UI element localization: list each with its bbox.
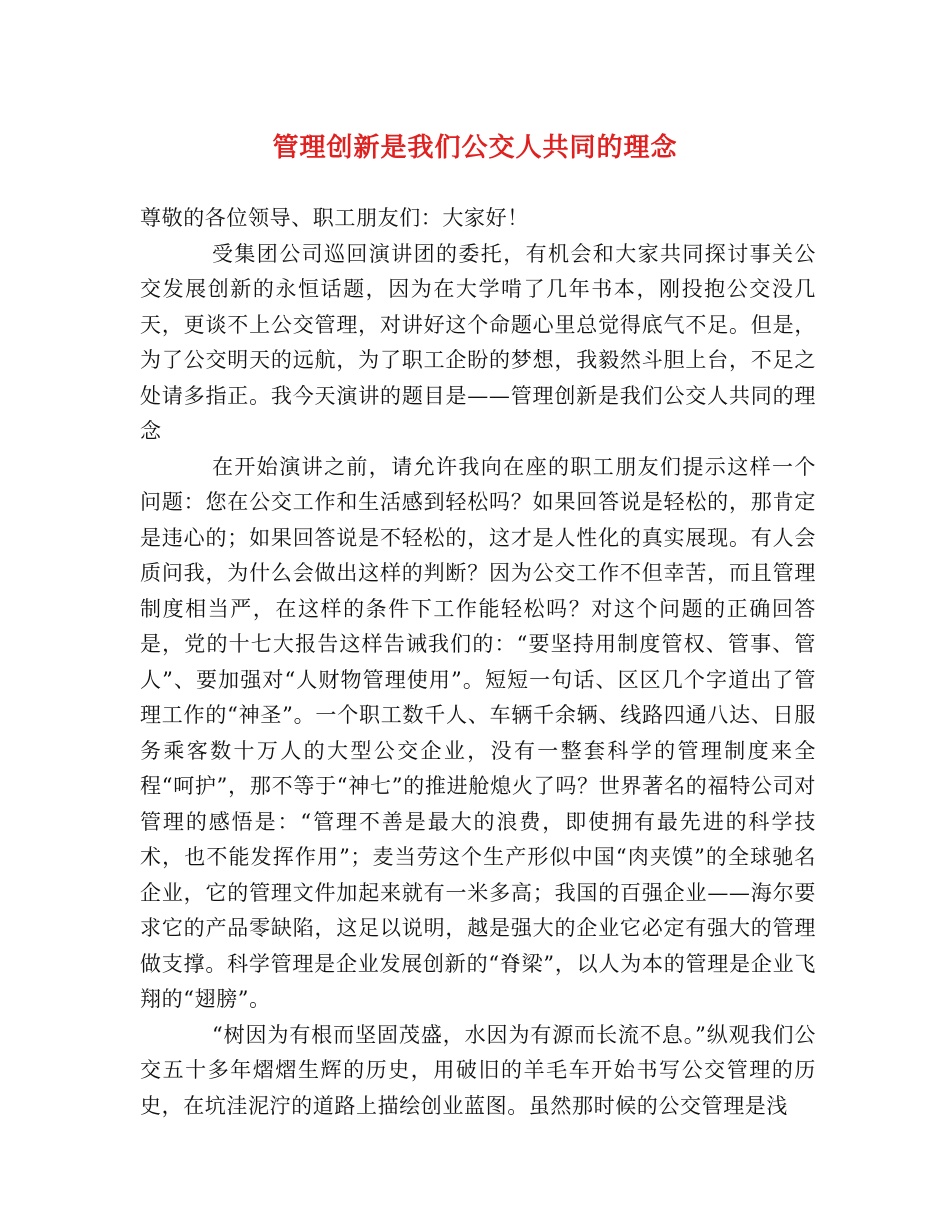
document-body	[140, 201, 816, 1124]
paragraph-2: 在开始演讲之前，请允许我向在座的职工朋友们提示这样一个问题：您在公交工作和生活感到轻松吗？如果回答说是轻松的，那肯定是违心的；如果回答说是不轻松的，这才是人性化的真实展现。有人会质问我，为什么会做出这样的判断？因为公交工作不但幸苦，而且管理制度相当严，在这样的条件下工作能轻松吗？对这个问题的正确回答是，党的十七大报告这样告诫我们的：“要坚持用制度管权、管事、管人”、要加强对“人财物管理使用”。短短一句话、区区几个字道出了管理工作的“神圣”。一个职工数千人、车辆千余辆、线路四通八达、日服务乘客数十万人的大型公交企业，没有一整套科学的管理制度来全程“呵护”，那不等于“神七”的推进舱熄火了吗？世界著名的福特公司对管理的感悟是：“管理不善是最大的浪费，即使拥有最先进的科学技术，也不能发挥作用”；麦当劳这个生产形似中国“肉夹馍”的全球驰名企业，它的管理文件加起来就有一米多高；我国的百强企业——海尔要求它的产品零缺陷，这足以说明，越是强大的企业它必定有强大的管理做支撑。科学管理是企业发展创新的“脊梁”，以人为本的管理是企业飞翔的“翅膀”。	[140, 454, 816, 1011]
paragraph-1: 受集团公司巡回演讲团的委托，有机会和大家共同探讨事关公交发展创新的永恒话题，因为在大学啃了几年书本，刚投抱公交没几天，更谈不上公交管理，对讲好这个命题心里总觉得底气不足。但是，为了公交明天的远航，为了职工企盼的梦想，我毅然斗胆上台，不足之处请多指正。我今天演讲的题目是——管理创新是我们公交人共同的理念	[140, 241, 816, 443]
document-title: 管理创新是我们公交人共同的理念	[272, 133, 678, 163]
greeting-line: 尊敬的各位领导、职工朋友们：大家好！	[140, 206, 529, 230]
paragraph-3: “树因为有根而坚固茂盛，水因为有源而长流不息。”纵观我们公交五十多年熠熠生辉的历史，用破旧的羊毛车开始书写公交管理的历史，在坑洼泥泞的道路上描绘创业蓝图。虽然那时候的公交管理是浅	[140, 1022, 816, 1118]
